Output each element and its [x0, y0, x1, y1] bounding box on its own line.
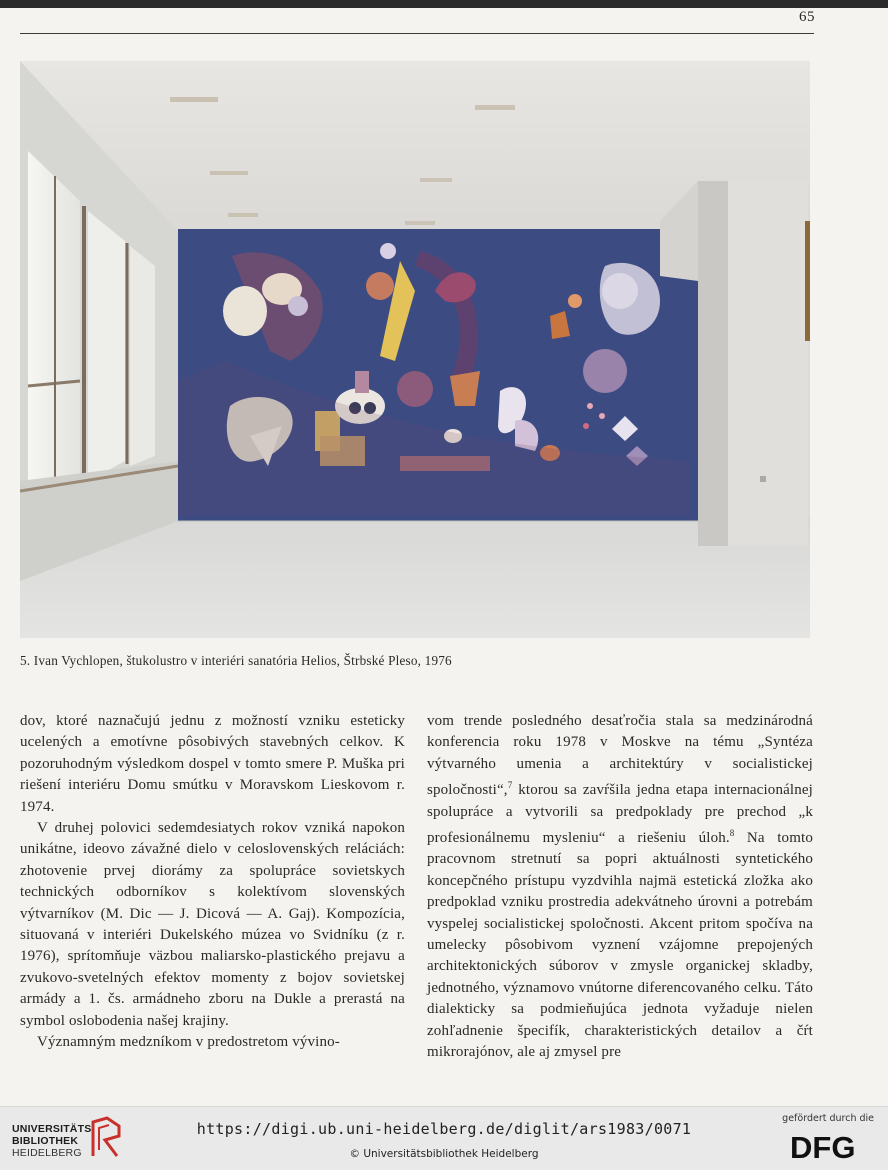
text-column-left — [20, 711, 405, 1054]
text-run: Na tomto pracovnom stretnutí sa popri aktuálnosti syntetického koncepčného prístupu vyzdvihla najmä estetická zložka ako predpoklad vzniku prostredia adekvátneho úrovni a potrebám vyspelej socialistickej spoločnosti. Akcent pritom spočíva na umelecky pôsobivom vyznení vzájomne prepojených architektonických súborov v zmysle organickej skladby, jednotného, významovo vnútorne diferencovaného celku. Táto dialekticky sa podmieňujúca jednota vyžaduje nielen zohľadnenie špecifík, charakteristických detailov a čŕt mikrorajónov, ale aj zmysel pre — [427, 830, 813, 1061]
mural-photograph — [20, 61, 810, 638]
funded-by-label: gefördert durch die — [782, 1113, 874, 1124]
top-scan-band — [0, 0, 888, 8]
header-rule — [20, 33, 814, 34]
paragraph: V druhej polovici sedemdesiatych rokov vzniká napokon unikátne, ideovo závažné dielo v celoslovenských reláciách: zhotovenie prvej diorámy za spolupráce sovietskych technických odborníkov s kolektívom slovenských výtvarníkov (M. Dic — J. Dicová — A. Gaj). Kompozícia, situovaná v interiéri Dukelského múzea vo Svidníku (z r. 1976), sprítomňuje väzbou maliarsko-plastického prejavu a zvukovo-svetelných efektov momenty z bojov sovietskej armády a 1. čs. armádneho zboru na Dukle a prerastá na symbol oslobodenia našej krajiny. — [20, 820, 405, 1029]
permalink-url[interactable]: https://digi.ub.uni-heidelberg.de/diglit/ars1983/0071 — [196, 1120, 692, 1138]
figure-caption: 5. Ivan Vychlopen, štukolustro v interiéri sanatória Helios, Štrbské Pleso, 1976 — [20, 653, 452, 668]
library-name-line: UNIVERSITÄTS- — [12, 1123, 96, 1135]
page-number: 65 — [799, 9, 815, 25]
library-name-line: BIBLIOTHEK — [12, 1135, 79, 1147]
footnote-ref-8[interactable]: 8 — [729, 828, 735, 839]
dfg-logo-text: DFG — [790, 1130, 856, 1163]
dfg-logo-icon[interactable] — [788, 1129, 874, 1163]
paragraph: Významným medzníkom v predostretom vývino- — [37, 1034, 340, 1051]
library-name-line: HEIDELBERG — [12, 1147, 82, 1159]
footnote-ref-7[interactable]: 7 — [507, 780, 513, 791]
text-run: vom trende posledného desaťročia stala sa medzinárodná konferencia roku 1978 v Moskve na tému „Syntéza výtvarného umenia a architektúry v socialistickej spoločnosti“, — [427, 713, 813, 799]
text-column-right — [427, 711, 813, 1064]
paragraph: dov, ktoré naznačujú jednu z možností vzniku esteticky ucelených a emotívne pôsobivých stavebných celkov. K pozoruhodným výsledkom dospel v tomto smere P. Muška pri riešení interiéru Domu smútku v Moravskom Lieskovom r. 1974. — [20, 713, 405, 815]
text-run: ktorou sa zavŕšila jedna etapa internacionálnej spolupráce a vytvorili sa predpoklady pre prechod „k profesionálnemu mysleniu“ a riešeniu úloh. — [427, 782, 813, 847]
paragraph — [427, 711, 813, 1064]
copyright-notice: © Universitätsbibliothek Heidelberg — [349, 1148, 539, 1160]
footer-bar — [0, 1106, 888, 1170]
